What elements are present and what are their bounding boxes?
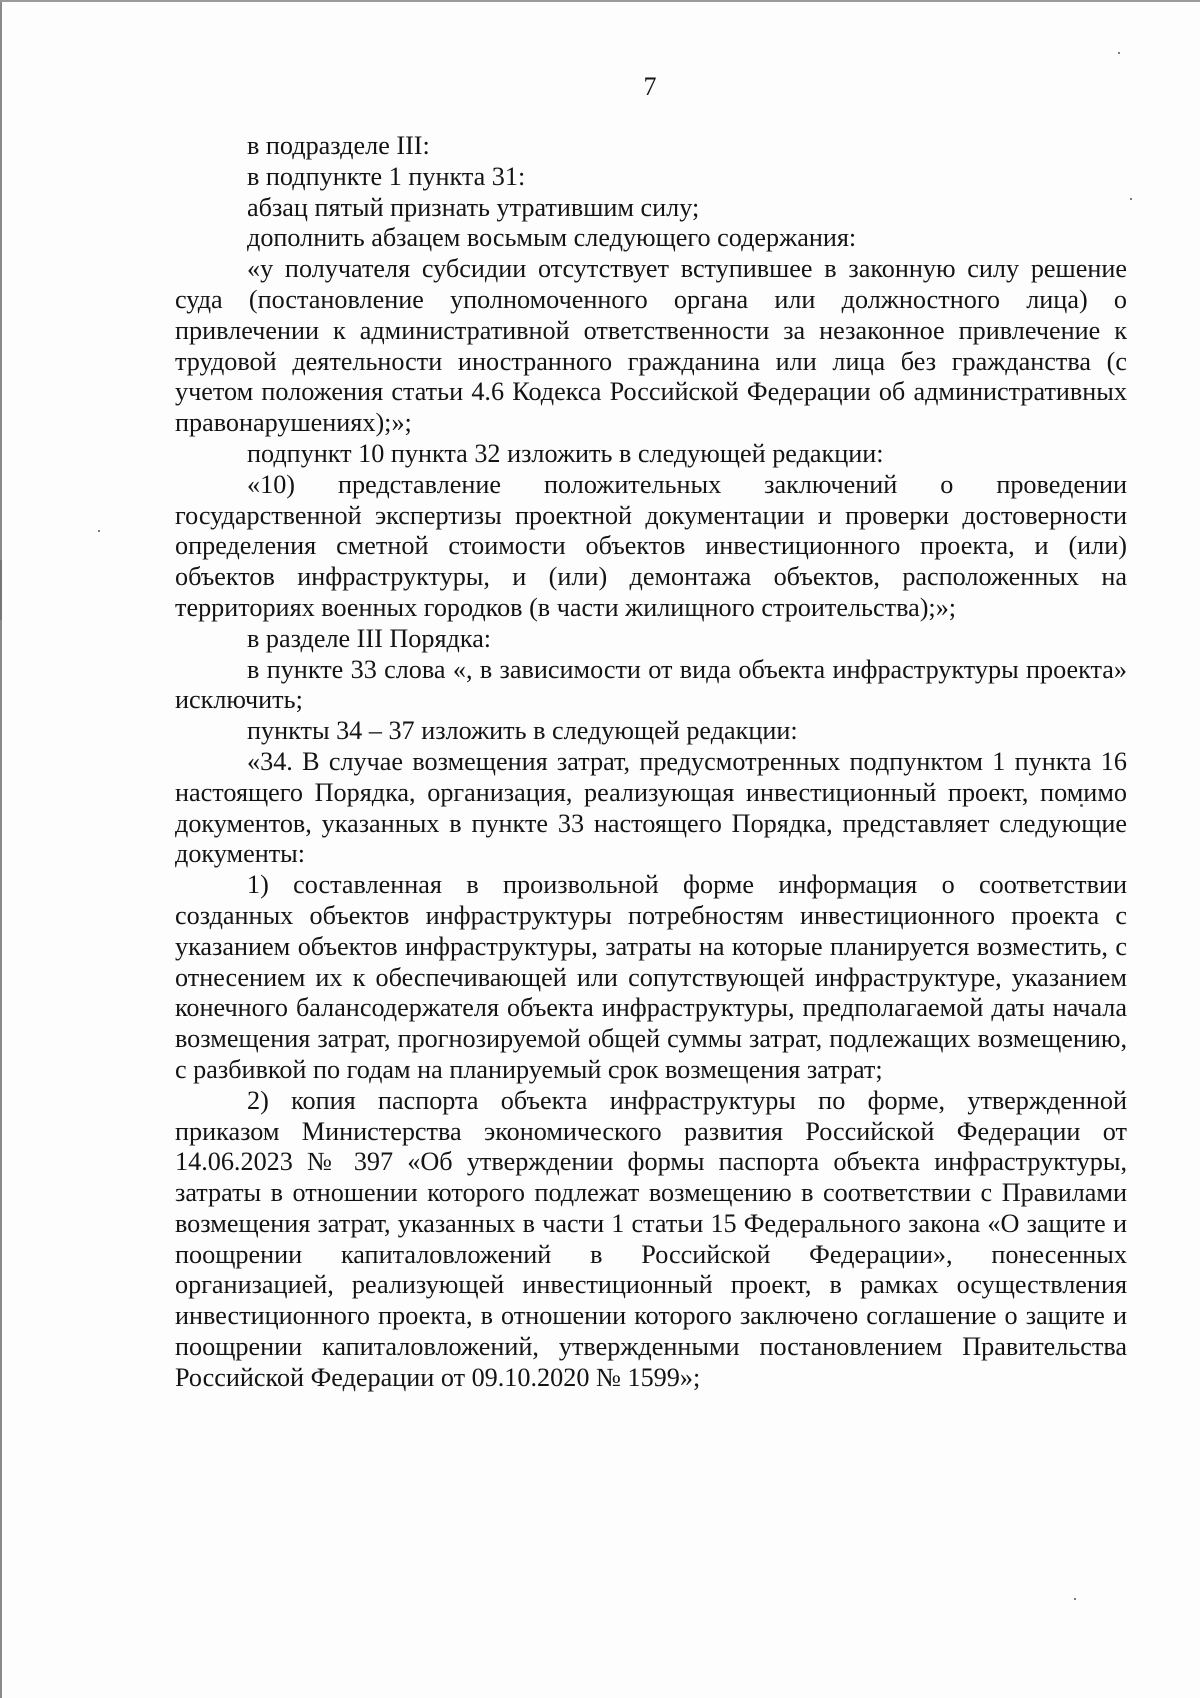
scan-side-mark: [0, 560, 2, 620]
paragraph: в подразделе III:: [247, 131, 430, 160]
document-body: [175, 131, 1127, 1394]
paragraph: в пункте 33 слова «, в зависимости от вида объекта инфраструктуры проекта» исключить;: [175, 654, 1127, 715]
paragraph: пункты 34 – 37 изложить в следующей редакции:: [247, 716, 798, 746]
paragraph: подпункт 10 пункта 32 изложить в следующей редакции:: [247, 438, 884, 468]
paragraph: абзац пятый признать утратившим силу;: [247, 192, 700, 222]
paragraph: «у получателя субсидии отсутствует вступившее в законную силу решение суда (постановление уполномоченного органа или должностного лица) о привлечении к административной ответственности за незаконное привлечение к трудовой деятельности иностранного гражданина или лица без гражданства (с учетом положения статьи 4.6 Кодекса Российской Федерации об административных правонарушениях);»;: [175, 254, 1127, 438]
paragraph: «10) представление положительных заключений о проведении государственной экспертизы проектной документации и проверки достоверности определения сметной стоимости объектов инвестиционного проекта, и (или) объектов инфраструктуры, и (или) демонтажа объектов, расположенных на территориях военных городков (в части жилищного строительства);»;: [175, 469, 1127, 622]
paragraph: 2) копия паспорта объекта инфраструктуры по форме, утвержденной приказом Министерства экономического развития Российской Федерации от 14.06.2023 № 397 «Об утверждении формы паспорта объекта инфраструктуры, затраты в отношении которого подлежат возмещению в соответствии с Правилами возмещения затрат, указанных в части 1 статьи 15 Федерального закона «О защите и поощрении капиталовложений в Российской Федерации», понесенных организацией, реализующей инвестиционный проект, в рамках осуществления инвестиционного проекта, в отношении которого заключено соглашение о защите и поощрении капиталовложений, утвержденными постановлением Правительства Российской Федерации от 09.10.2020 № 1599»;: [175, 1085, 1127, 1392]
scan-edge-top: [0, 0, 1200, 2]
paragraph: в подпункте 1 пункта 31:: [247, 161, 526, 191]
paragraph: «34. В случае возмещения затрат, предусмотренных подпунктом 1 пункта 16 настоящего Порядка, организация, реализующая инвестиционный проект, помимо документов, указанных в пункте 33 настоящего Порядка, представляет следующие документы:: [175, 746, 1127, 869]
scan-speck: [98, 530, 100, 532]
paragraph: в разделе III Порядка:: [247, 623, 492, 653]
scan-speck: [1130, 198, 1132, 200]
scan-edge-left: [0, 0, 2, 1698]
scan-speck: [1118, 52, 1120, 54]
scan-speck: [1074, 1598, 1076, 1600]
paragraph: 1) составленная в произвольной форме информация о соответствии созданных объектов инфраструктуры потребностям инвестиционного проекта с указанием объектов инфраструктуры, затраты на которые планируется возместить, с отнесением их к обеспечивающей или сопутствующей инфраструктуре, указанием конечного балансодержателя объекта инфраструктуры, предполагаемой даты начала возмещения затрат, прогнозируемой общей суммы затрат, подлежащих возмещению, с разбивкой по годам на планируемый срок возмещения затрат;: [175, 870, 1127, 1084]
paragraph: дополнить абзацем восьмым следующего содержания:: [247, 223, 857, 253]
page-number: 7: [643, 72, 657, 101]
